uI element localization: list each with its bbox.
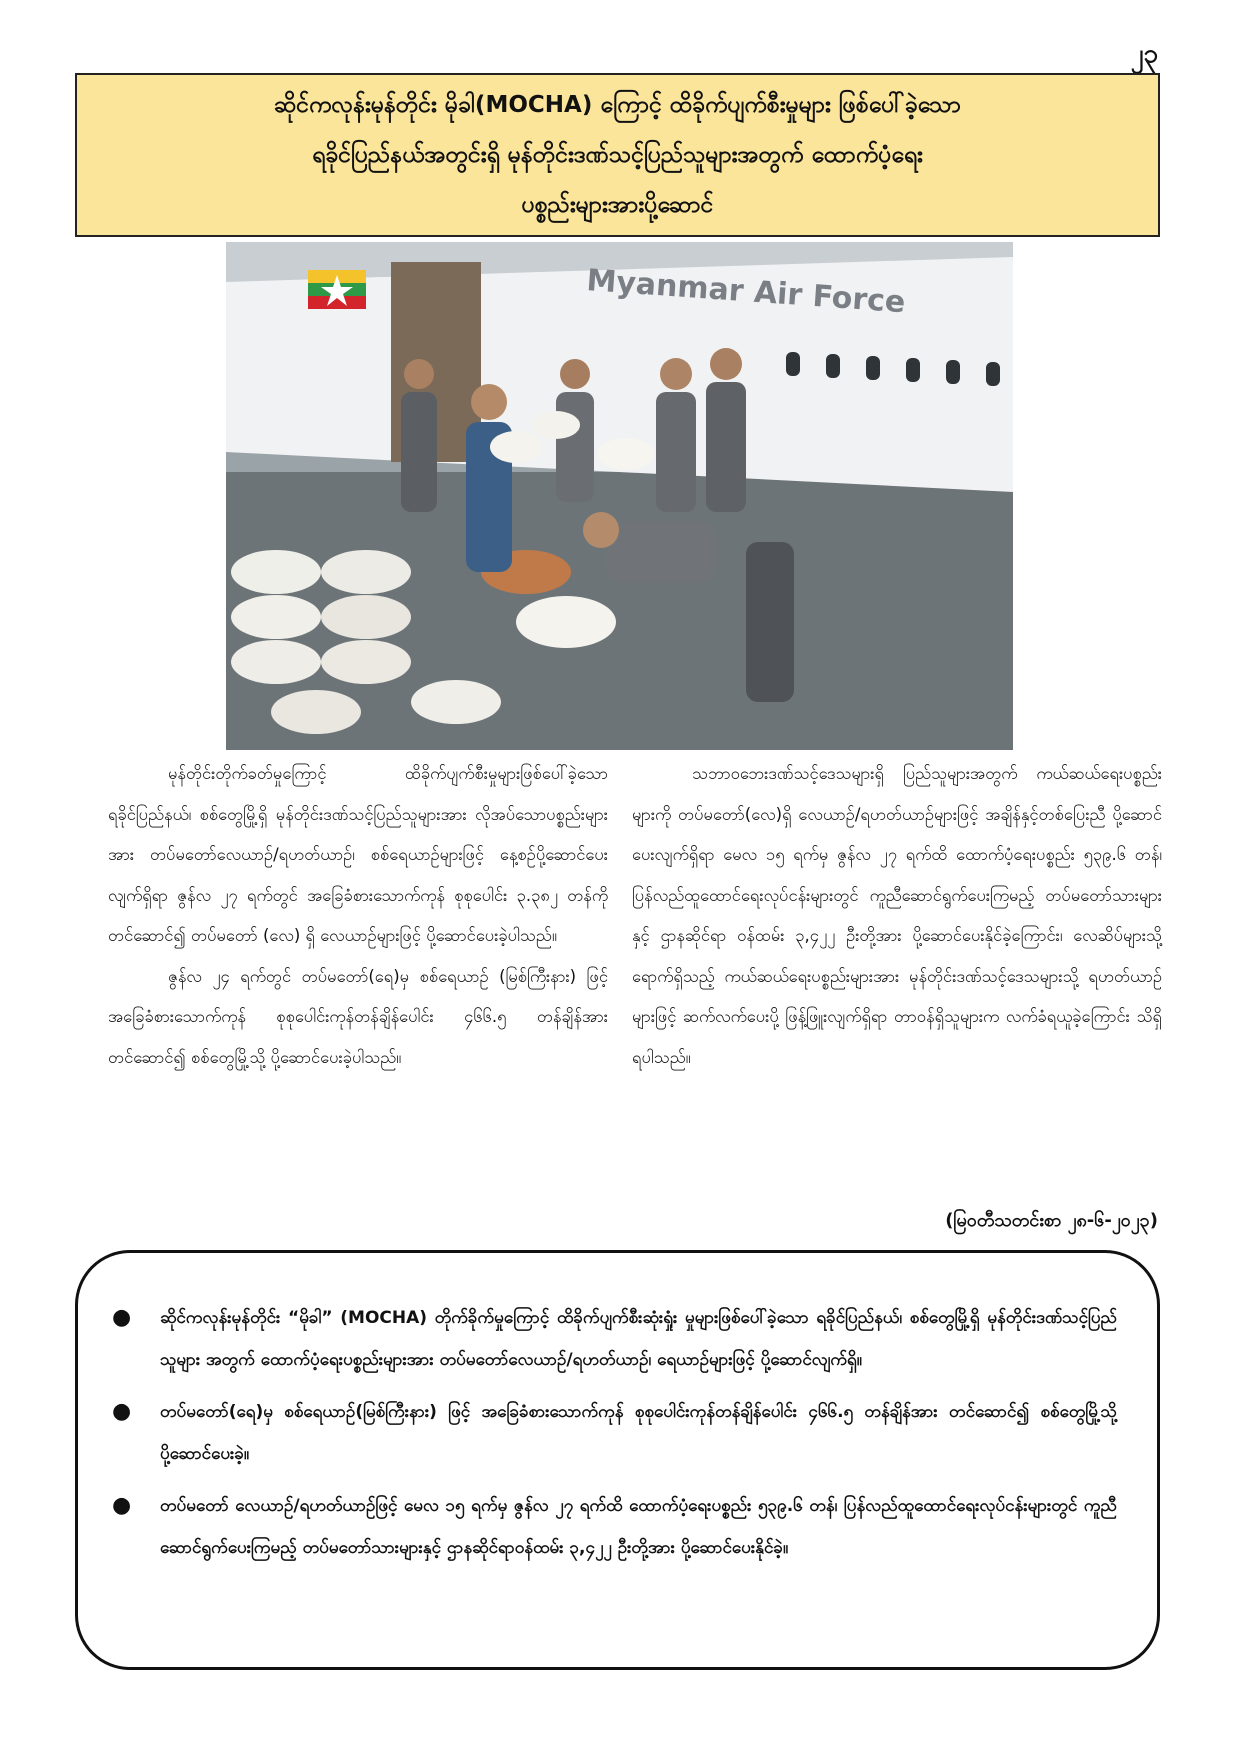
article-paragraph: မုန်တိုင်းတိုက်ခတ်မှုကြောင့် ထိခိုက်ပျက်စီးမှုများဖြစ်ပေါ်ခဲ့သော ရခိုင်ပြည်နယ်၊ စစ်တွေမြို့ရှိ မုန်တိုင်းဒဏ်သင့်ပြည်သူများအား လိုအပ်သောပစ္စည်းများအား တပ်မတော်လေယာဉ်/ရဟတ်ယာဉ်၊ စစ်ရေယာဉ်များဖြင့် နေ့စဉ်ပို့ဆောင်ပေးလျက်ရှိရာ ဇွန်လ ၂၇ ရက်တွင် အခြေခံစားသောက်ကုန် စုစုပေါင်း ၃.၃၈၂ တန်ကိုတင်ဆောင်၍ တပ်မတော် (လေ) ရှိ လေယာဉ်များဖြင့် ပို့ဆောင်ပေးခဲ့ပါသည်။ xyxy=(108,764,608,945)
headline-line-2: ရခိုင်ပြည်နယ်အတွင်းရှိ မုန်တိုင်းဒဏ်သင့်ပြည်သူများအတွက် ထောက်ပံ့ရေး xyxy=(312,142,923,168)
summary-item xyxy=(108,1297,1117,1381)
headline-line-1: ဆိုင်ကလုန်းမုန်တိုင်း မိုခါ(MOCHA) ကြောင့် ထိခိုက်ပျက်စီးမှုများ ဖြစ်ပေါ်ခဲ့သော xyxy=(274,92,961,118)
aircraft-unloading-photo xyxy=(226,242,1013,750)
headline-box xyxy=(75,73,1160,237)
bullet-icon: ● xyxy=(112,1399,132,1424)
aircraft-text: Myanmar Air Force xyxy=(585,263,907,321)
bullet-icon: ● xyxy=(112,1493,132,1518)
summary-text: တပ်မတော်(ရေ)မှ စစ်ရေယာဉ်(မြစ်ကြီးနား) ဖြင့် အခြေခံစားသောက်ကုန် စုစုပေါင်းကုန်တန်ချိန်ပေါင်း ၄၆၆.၅ တန်ချိန်အား တင်ဆောင်၍ စစ်တွေမြို့သို့ ပို့ဆောင်ပေးခဲ့။ xyxy=(160,1402,1117,1464)
bullet-icon: ● xyxy=(112,1305,132,1330)
summary-text: တပ်မတော် လေယာဉ်/ရဟတ်ယာဉ်ဖြင့် မေလ ၁၅ ရက်မှ ဇွန်လ ၂၇ ရက်ထိ ထောက်ပံ့ရေးပစ္စည်း ၅၃၉.၆ တန်၊ ပြန်လည်ထူထောင်ရေးလုပ်ငန်းများတွင် ကူညီဆောင်ရွက်ပေးကြမည့် တပ်မတော်သားများနှင့် ဌာနဆိုင်ရာဝန်ထမ်း ၃,၄၂၂ ဦးတို့အား ပို့ဆောင်ပေးနိုင်ခဲ့။ xyxy=(160,1496,1117,1558)
article-paragraph: ဇွန်လ ၂၄ ရက်တွင် တပ်မတော်(ရေ)မှ စစ်ရေယာဉ် (မြစ်ကြီးနား) ဖြင့် အခြေခံစားသောက်ကုန် စုစုပေါင်းကုန်တန်ချိန်ပေါင်း ၄၆၆.၅ တန်ချိန်အား တင်ဆောင်၍ စစ်တွေမြို့သို့ ပို့ဆောင်ပေးခဲ့ပါသည်။ xyxy=(108,966,608,1067)
news-photo xyxy=(226,242,1013,750)
headline-line-3: ပစ္စည်းများအားပို့ဆောင် xyxy=(521,192,714,218)
article-paragraph: သဘာဝဘေးဒဏ်သင့်ဒေသများရှိ ပြည်သူများအတွက် ကယ်ဆယ်ရေးပစ္စည်း များကို တပ်မတော်(လေ)ရှိ လေယာဉ်/ရဟတ်ယာဉ်များဖြင့် အချိန်နှင့်တစ်ပြေးညီ ပို့ဆောင်ပေးလျက်ရှိရာ မေလ ၁၅ ရက်မှ ဇွန်လ ၂၇ ရက်ထိ ထောက်ပံ့ရေးပစ္စည်း ၅၃၉.၆ တန်၊ ပြန်လည်ထူထောင်ရေးလုပ်ငန်းများတွင် ကူညီဆောင်ရွက်ပေးကြမည့် တပ်မတော်သားများနှင့် ဌာနဆိုင်ရာ ဝန်ထမ်း ၃,၄၂၂ ဦးတို့အား ပို့ဆောင်ပေးနိုင်ခဲ့ကြောင်း၊ လေဆိပ်များသို့ရောက်ရှိသည့် ကယ်ဆယ်ရေးပစ္စည်းများအား မုန်တိုင်းဒဏ်သင့်ဒေသများသို့ ရဟတ်ယာဉ်များဖြင့် ဆက်လက်ပေးပို့ ဖြန့်ဖြူးလျက်ရှိရာ တာဝန်ရှိသူများက လက်ခံရယူခဲ့ကြောင်း သိရှိရပါသည်။ xyxy=(632,764,1162,1067)
article-right-column xyxy=(632,754,1162,1078)
article-left-column xyxy=(108,754,608,1078)
summary-item xyxy=(108,1391,1117,1475)
flag-icon xyxy=(308,270,366,309)
summary-box xyxy=(75,1250,1160,1670)
source-citation: (မြဝတီသတင်းစာ ၂၈-၆-၂၀၂၃) xyxy=(945,1210,1158,1231)
summary-item xyxy=(108,1485,1117,1569)
page-number: ၂၃ xyxy=(1130,39,1158,69)
summary-list xyxy=(108,1297,1117,1569)
summary-text: ဆိုင်ကလုန်းမုန်တိုင်း “မိုခါ” (MOCHA) တိုက်ခိုက်မှုကြောင့် ထိခိုက်ပျက်စီးဆုံးရှုံး မှုများဖြစ်ပေါ်ခဲ့သော ရခိုင်ပြည်နယ်၊ စစ်တွေမြို့ရှိ မုန်တိုင်းဒဏ်သင့်ပြည်သူများ အတွက် ထောက်ပံ့ရေးပစ္စည်းများအား တပ်မတော်လေယာဉ်/ရဟတ်ယာဉ်၊ ရေယာဉ်များဖြင့် ပို့ဆောင်လျက်ရှိ။ xyxy=(160,1308,1117,1370)
